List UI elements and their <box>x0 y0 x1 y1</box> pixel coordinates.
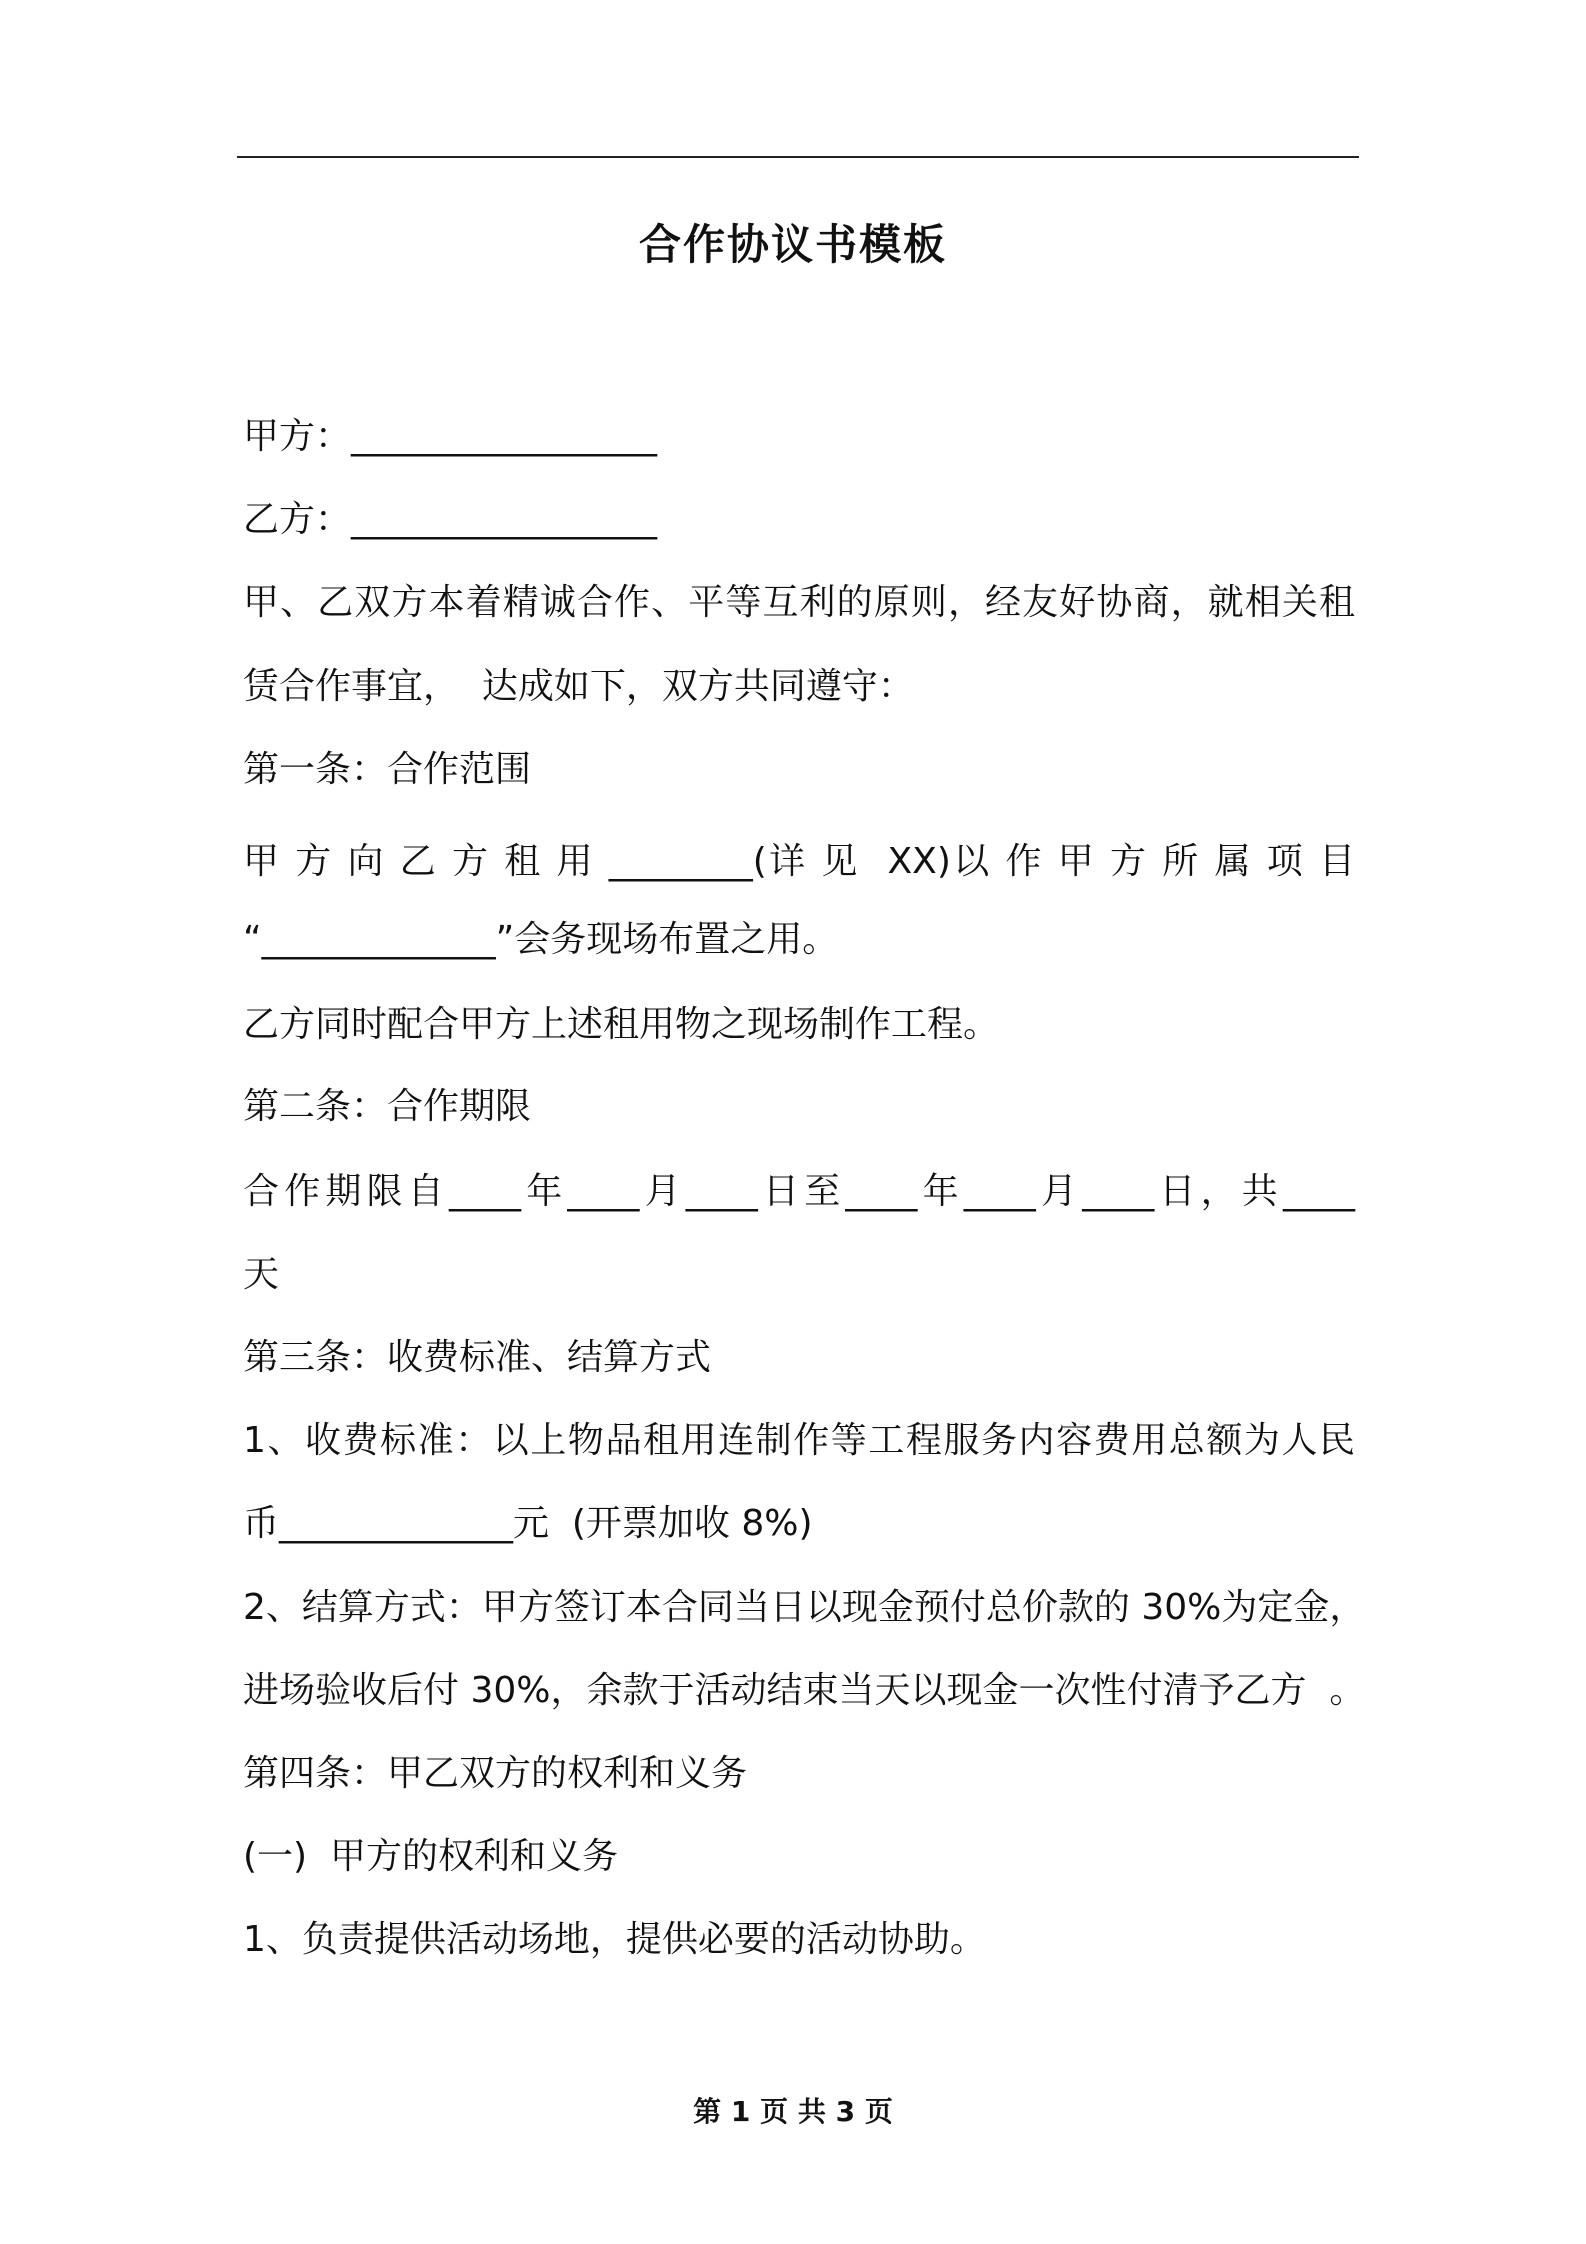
article-heading: 第一条：合作范围 <box>243 749 532 790</box>
paragraph-line: 1、负责提供活动场地，提供必要的活动协助。 <box>243 1919 986 1960</box>
article-heading: 第二条：合作期限 <box>243 1086 532 1127</box>
paragraph-line: 乙方同时配合甲方上述租用物之现场制作工程。 <box>243 1004 1000 1045</box>
paragraph-line: 甲 方 向 乙 方 租 用 ________(详 见 XX)以 作 甲 方 所 属 项 目 <box>243 841 1355 882</box>
paragraph-line: 币_____________元 (开票加收 8%) <box>243 1503 813 1544</box>
paragraph-line: “_____________”会务现场布置之用。 <box>243 919 839 960</box>
paragraph-line: 赁合作事宜， 达成如下，双方共同遵守： <box>243 666 914 707</box>
article-heading: 第四条：甲乙双方的权利和义务 <box>243 1753 748 1794</box>
party-a-line: 甲方：_________________ <box>243 416 658 457</box>
paragraph-line: 1、收费标准：以上物品租用连制作等工程服务内容费用总额为人民 <box>243 1420 1355 1461</box>
paragraph-line: 合作期限自____年____月____日至____年____月____日，共____ <box>243 1171 1355 1212</box>
paragraph-line: 天 <box>243 1254 280 1295</box>
article-heading: 第三条：收费标准、结算方式 <box>243 1337 712 1378</box>
paragraph-line: 甲、乙双方本着精诚合作、平等互利的原则，经友好协商，就相关租 <box>243 582 1355 623</box>
party-b-line: 乙方：_________________ <box>243 499 658 540</box>
header-rule <box>237 156 1359 158</box>
section-heading: (一) 甲方的权利和义务 <box>243 1836 618 1877</box>
page-number-footer: 第 1 页 共 3 页 <box>693 2095 893 2128</box>
document-title: 合作协议书模板 <box>638 220 947 269</box>
paragraph-line: 2、结算方式：甲方签订本合同当日以现金预付总价款的 30%为定金， <box>243 1587 1366 1628</box>
paragraph-line: 进场验收后付 30%，余款于活动结束当天以现金一次性付清予乙方 。 <box>243 1670 1366 1711</box>
